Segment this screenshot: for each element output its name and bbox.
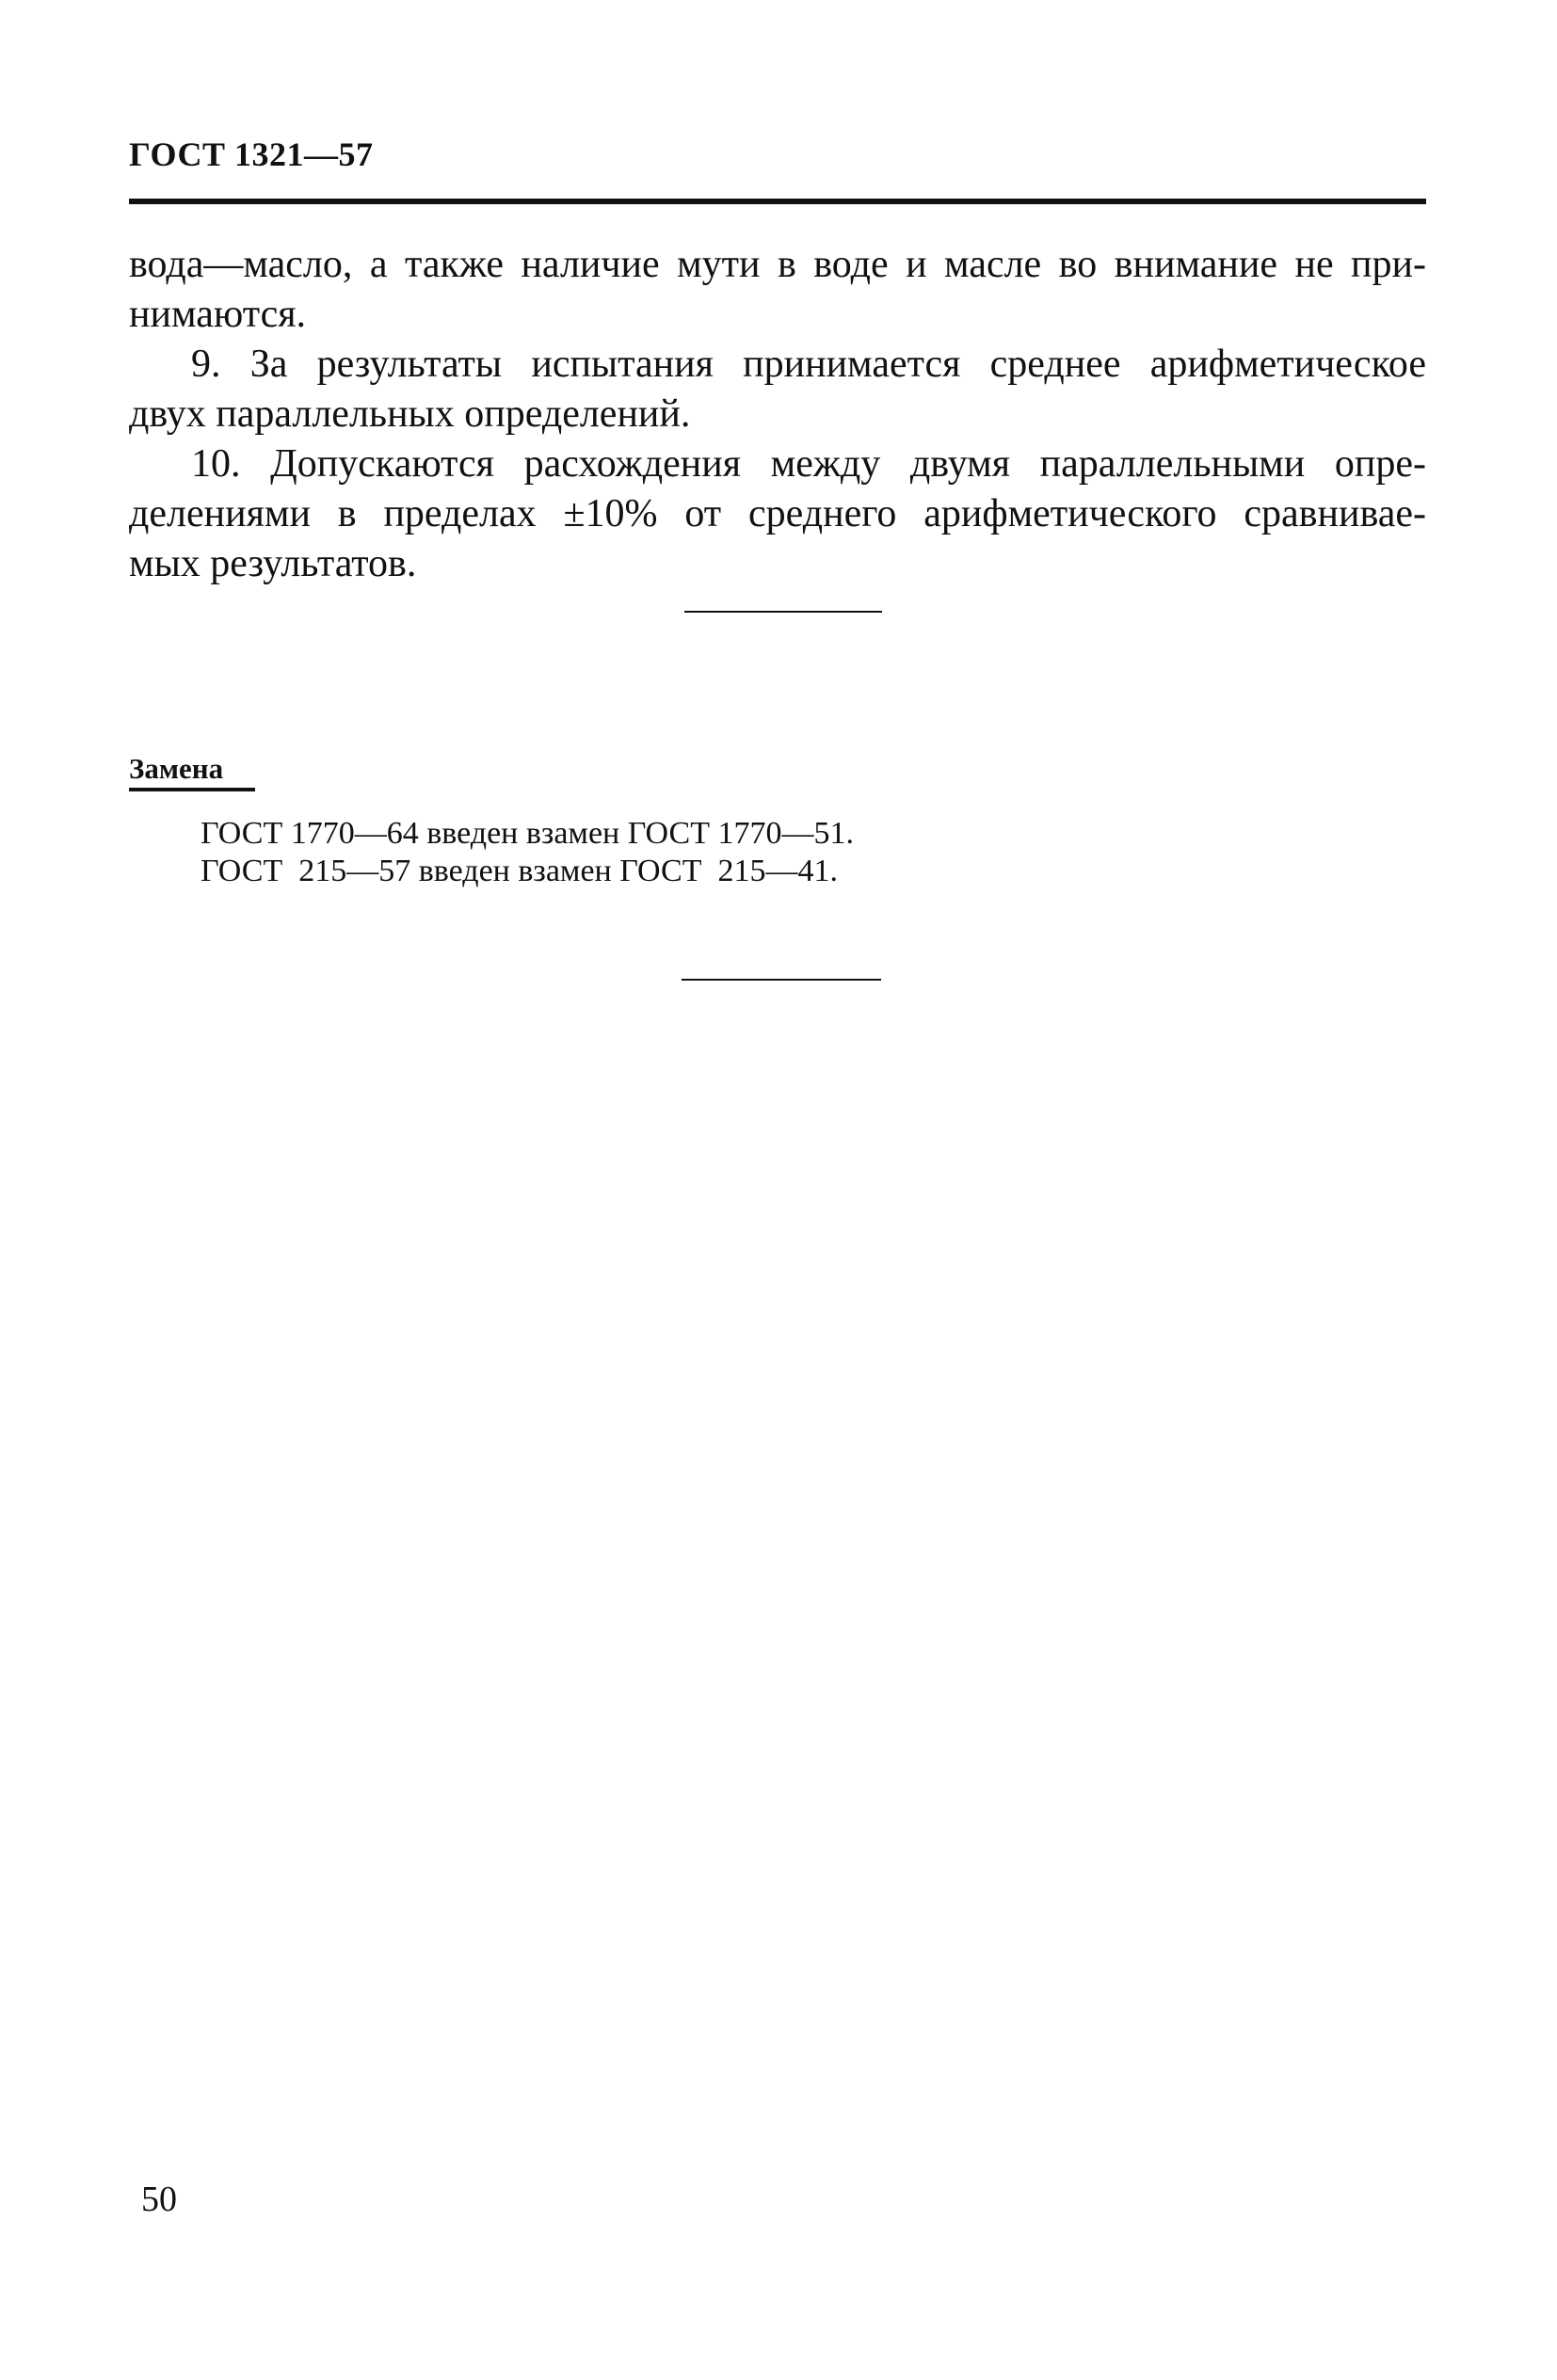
- body-text: [129, 240, 1426, 589]
- body-line: делениями в пределах ±10% от среднего арифметического сравнивае-: [129, 492, 1426, 535]
- body-line-item-10: 10. Допускаются расхождения между двумя параллельными опре-: [191, 442, 1426, 486]
- replacement-title-underline: [129, 788, 255, 791]
- replacement-list: [201, 815, 854, 890]
- replacement-title: Замена: [129, 752, 224, 785]
- body-line: нимаются.: [129, 293, 307, 336]
- section-separator: [684, 611, 882, 613]
- page-number: 50: [141, 2180, 177, 2219]
- body-line: вода—масло, а также наличие мути в воде и масле во внимание не при-: [129, 243, 1426, 286]
- header-rule: [129, 199, 1426, 204]
- section-separator: [682, 979, 881, 981]
- replacement-entry: ГОСТ 1770—64 введен взамен ГОСТ 1770—51.: [201, 816, 854, 851]
- replacement-entry: ГОСТ 215—57 введен взамен ГОСТ 215—41.: [201, 854, 838, 888]
- body-line-item-9: 9. За результаты испытания принимается среднее арифметическое: [191, 343, 1426, 386]
- page-header-title: ГОСТ 1321—57: [129, 136, 374, 173]
- body-line: мых результатов.: [129, 542, 417, 585]
- body-line: двух параллельных определений.: [129, 392, 691, 436]
